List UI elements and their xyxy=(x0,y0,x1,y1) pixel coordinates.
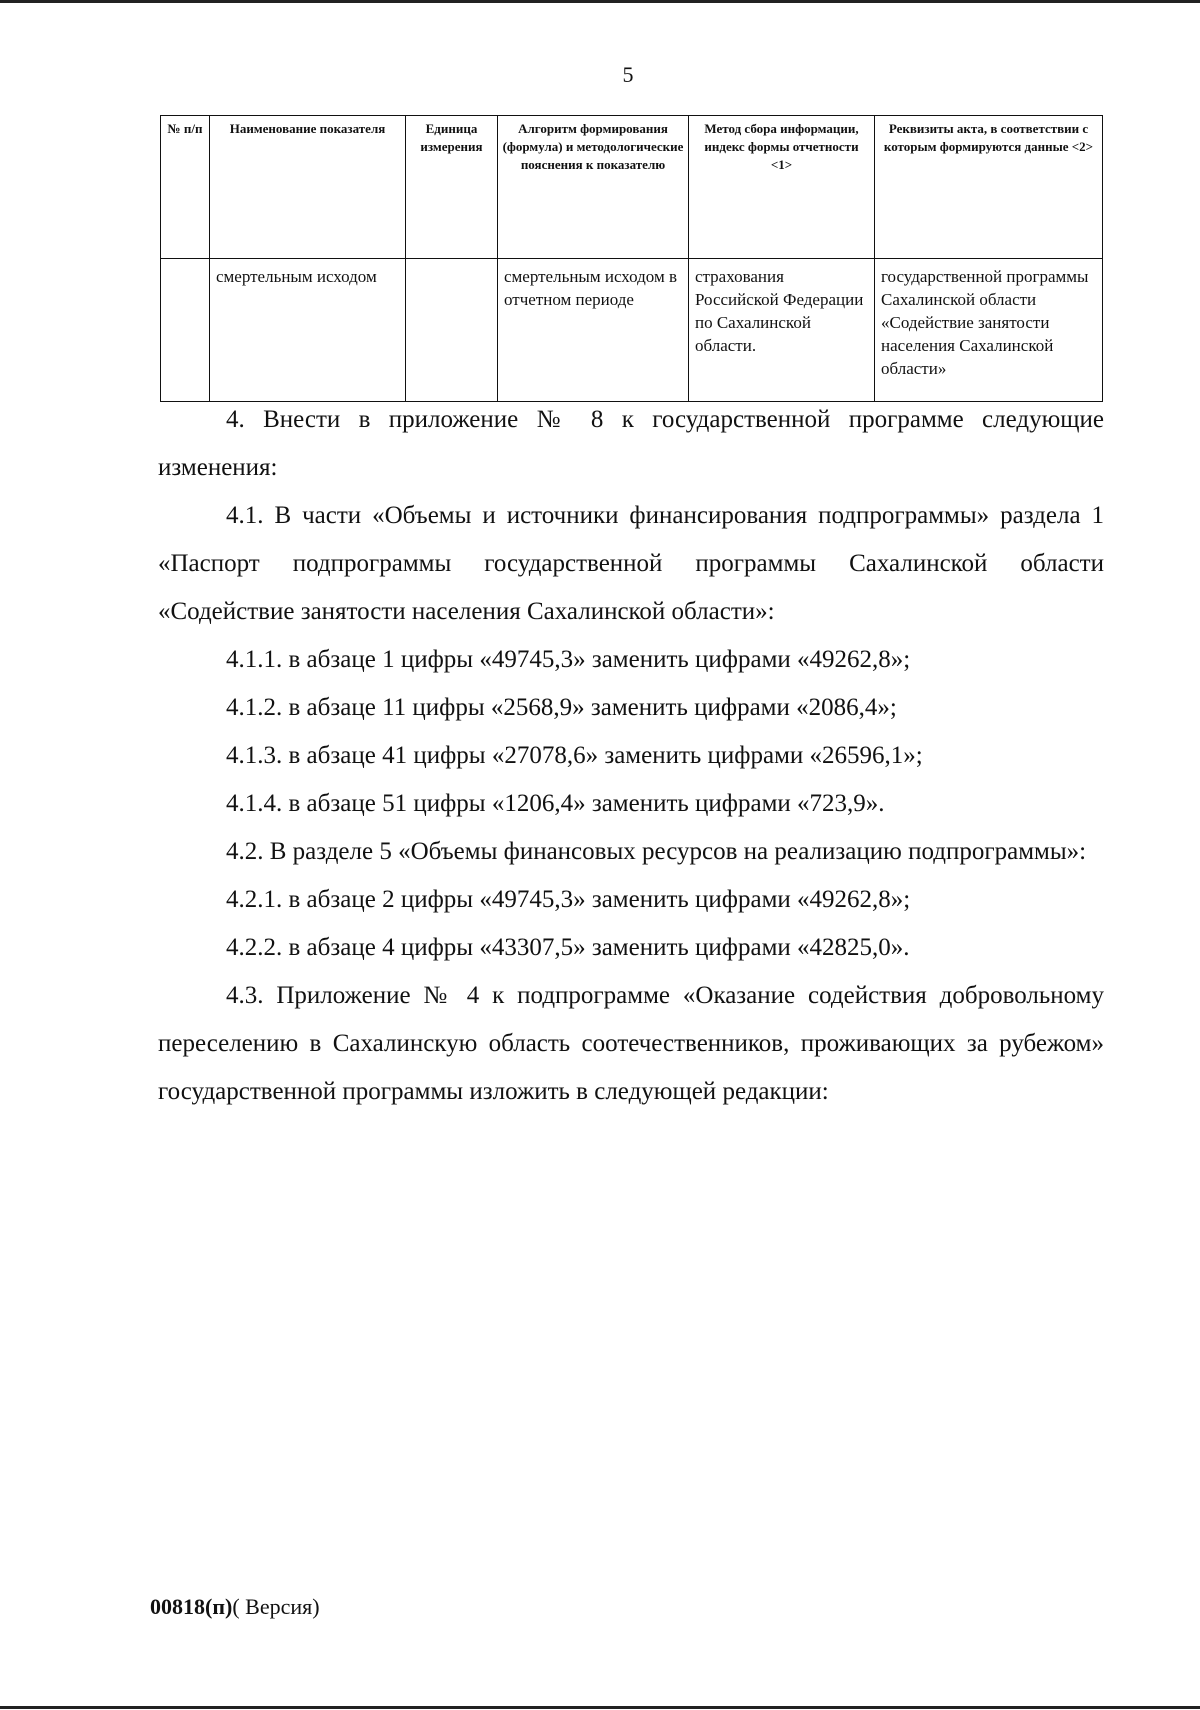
table-row xyxy=(161,259,1103,402)
paragraph: 4.1.4. в абзаце 51 цифры «1206,4» заменить цифрами «723,9». xyxy=(226,790,885,817)
paragraph: 4.1.1. в абзаце 1 цифры «49745,3» заменить цифрами «49262,8»; xyxy=(226,646,911,673)
header-unit: Единица измерения xyxy=(406,116,498,259)
cell-collection-method: страхования Российской Федерации по Сахалинской области. xyxy=(689,259,875,402)
cell-algorithm: смертельным исходом в отчетном периоде xyxy=(498,259,689,402)
scan-bottom-border xyxy=(0,1706,1200,1709)
paragraph: 4.2. В разделе 5 «Объемы финансовых ресурсов на реализацию подпрограммы»: xyxy=(226,838,1087,865)
scan-top-border xyxy=(0,0,1200,3)
paragraph: 4.1. В части «Объемы и источники финансирования подпрограммы» раздела 1 «Паспорт подпрограммы государственной программы Сахалинской области «Содействие занятости населения Сахалинской области»: xyxy=(158,502,1104,625)
document-version: ( Версия) xyxy=(232,1594,320,1619)
paragraph: 4.1.3. в абзаце 41 цифры «27078,6» заменить цифрами «26596,1»; xyxy=(226,742,923,769)
paragraph: 4.2.1. в абзаце 2 цифры «49745,3» заменить цифрами «49262,8»; xyxy=(226,886,911,913)
header-collection-method: Метод сбора информации, индекс формы отчетности <1> xyxy=(689,116,875,259)
paragraph: 4. Внести в приложение № 8 к государственной программе следующие изменения: xyxy=(158,406,1104,481)
table-header-row xyxy=(161,116,1103,259)
cell-number xyxy=(161,259,210,402)
document-code xyxy=(150,1594,320,1620)
header-number: № п/п xyxy=(161,116,210,259)
header-indicator-name: Наименование показателя xyxy=(210,116,406,259)
indicators-table xyxy=(160,115,1103,402)
paragraph: 4.1.2. в абзаце 11 цифры «2568,9» заменить цифрами «2086,4»; xyxy=(226,694,897,721)
page-number: 5 xyxy=(622,62,634,87)
paragraph: 4.2.2. в абзаце 4 цифры «43307,5» заменить цифрами «42825,0». xyxy=(226,934,910,961)
cell-unit xyxy=(406,259,498,402)
cell-indicator-name: смертельным исходом xyxy=(210,259,406,402)
cell-act-details: государственной программы Сахалинской области «Содействие занятости населения Сахалинской области» xyxy=(875,259,1103,402)
document-code-number: 00818(п) xyxy=(150,1594,233,1619)
header-act-details: Реквизиты акта, в соответствии с которым формируются данные <2> xyxy=(875,116,1103,259)
header-algorithm: Алгоритм формирования (формула) и методологические пояснения к показателю xyxy=(498,116,689,259)
paragraph: 4.3. Приложение № 4 к подпрограмме «Оказание содействия добровольному переселению в Сахалинскую область соотечественников, проживающих за рубежом» государственной программы изложить в следующей редакции: xyxy=(158,982,1104,1105)
document-body xyxy=(158,396,1104,1116)
